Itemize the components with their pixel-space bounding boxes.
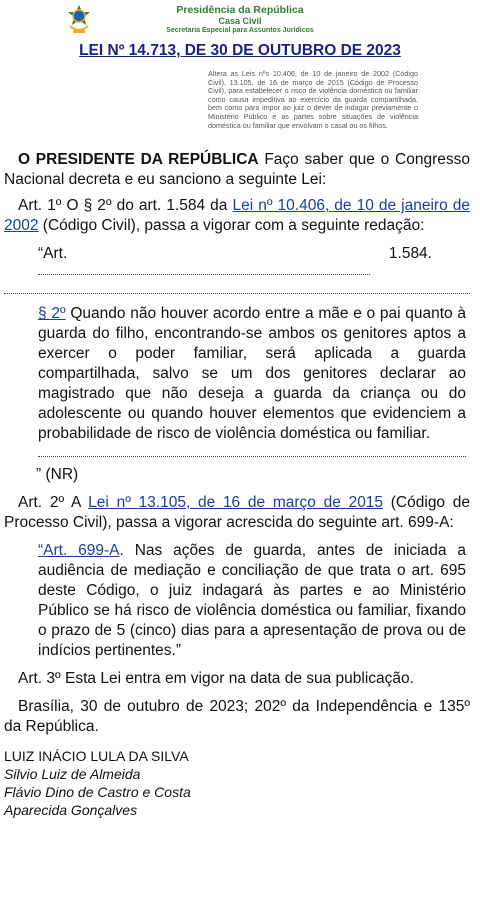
article-699a-quote <box>38 541 466 661</box>
signature-president: LUIZ INÁCIO LULA DA SILVA <box>4 748 189 764</box>
law-body <box>4 150 470 819</box>
header-line-secretaria: Secretaria Especial para Assuntos Jurídicos <box>166 27 314 34</box>
article-2-text: (Código de Processo Civil), passa a vigorar acrescida do seguinte art. 699-A: <box>4 494 471 531</box>
quoted-article-number: 1.584. <box>388 245 432 262</box>
signature-minister: Silvio Luiz de Almeida <box>4 766 141 782</box>
header-line-presidency: Presidência da República <box>176 4 304 16</box>
article-1-quote <box>38 244 466 275</box>
link-lei-10406[interactable]: Lei nº 10.406, de 10 de janeiro de 2002 <box>4 197 470 234</box>
nr-marker: ” (NR) <box>36 466 79 483</box>
preamble-text: Faço saber que o Congresso Nacional decreta e eu sanciono a seguinte Lei: <box>4 151 470 188</box>
closing-date: Brasília, 30 de outubro de 2023; 202º da Independência e 135º da República. <box>4 698 470 735</box>
article-3: Art. 3º Esta Lei entra em vigor na data de sua publicação. <box>18 670 414 687</box>
quoted-article-label: “Art. <box>38 245 68 262</box>
paragraph-2 <box>38 304 466 457</box>
article-2-intro: Art. 2º A <box>18 494 89 511</box>
preamble <box>4 150 470 190</box>
article-699a-body: . Nas ações de guarda, antes de iniciada a audiência de mediação e conciliação de que trata o art. 695 deste Código, o juiz indagará às partes e ao Ministério Público se há risco de violência doméstica ou familiar, fixando o prazo de 5 (cinco) dias para a apresentação de prova ou de indícios pertinentes.” <box>38 542 466 659</box>
brazil-coat-of-arms-icon <box>64 4 94 36</box>
paragraph-2-body: Quando não houver acordo entre a mãe e o pai quanto à guarda do filho, encontrando-se ambos os genitores aptos a exercer o poder familiar, será aplicada a guarda compartilhada, salvo se um dos genitores declarar ao magistrado que não deseja a guarda da criança ou do adolescente ou quando houver elementos que evidenciem a probabilidade de risco de violência doméstica ou familiar. <box>38 305 466 442</box>
link-lei-13105[interactable]: Lei nº 13.105, de 16 de março de 2015 <box>88 494 384 511</box>
article-1-text: (Código Civil), passa a vigorar com a seguinte redação: <box>38 217 425 234</box>
law-title: LEI Nº 14.713, DE 30 DE OUTUBRO DE 2023 <box>79 42 401 59</box>
link-art-699a[interactable]: “Art. 699-A <box>38 542 120 559</box>
quoted-article-1584 <box>38 244 466 264</box>
omission-dots <box>4 283 470 294</box>
article-2 <box>4 493 470 533</box>
link-paragraph-2[interactable]: § 2º <box>38 305 66 322</box>
law-summary: Altera as Leis nºs 10.406, de 10 de janeiro de 2002 (Código Civil), 13.105, de 16 de março de 2015 (Código de Processo Civil), para estabelecer o risco de violência doméstica ou familiar como causa impeditiva ao exercício da guarda compartilhada, bem como para impor ao juiz o dever de indagar previamente o Ministério Público e as partes sobre situações de violência doméstica ou familiar que envolvam o casal ou os filhos. <box>208 69 418 130</box>
header-line-casa-civil: Casa Civil <box>218 16 262 26</box>
article-1 <box>4 196 470 236</box>
signature-minister: Flávio Dino de Castro e Costa <box>4 784 191 800</box>
signature-minister: Aparecida Gonçalves <box>4 802 138 818</box>
article-1-intro: Art. 1º O § 2º do art. 1.584 da <box>18 197 233 214</box>
signatures <box>4 747 470 819</box>
article-699a-text <box>38 541 466 661</box>
header-text <box>150 4 330 35</box>
preamble-president: O PRESIDENTE DA REPÚBLICA <box>18 151 259 168</box>
omission-dots <box>38 264 370 275</box>
omission-dots <box>38 446 466 457</box>
page-header <box>0 2 480 38</box>
paragraph-2-text <box>38 304 466 444</box>
